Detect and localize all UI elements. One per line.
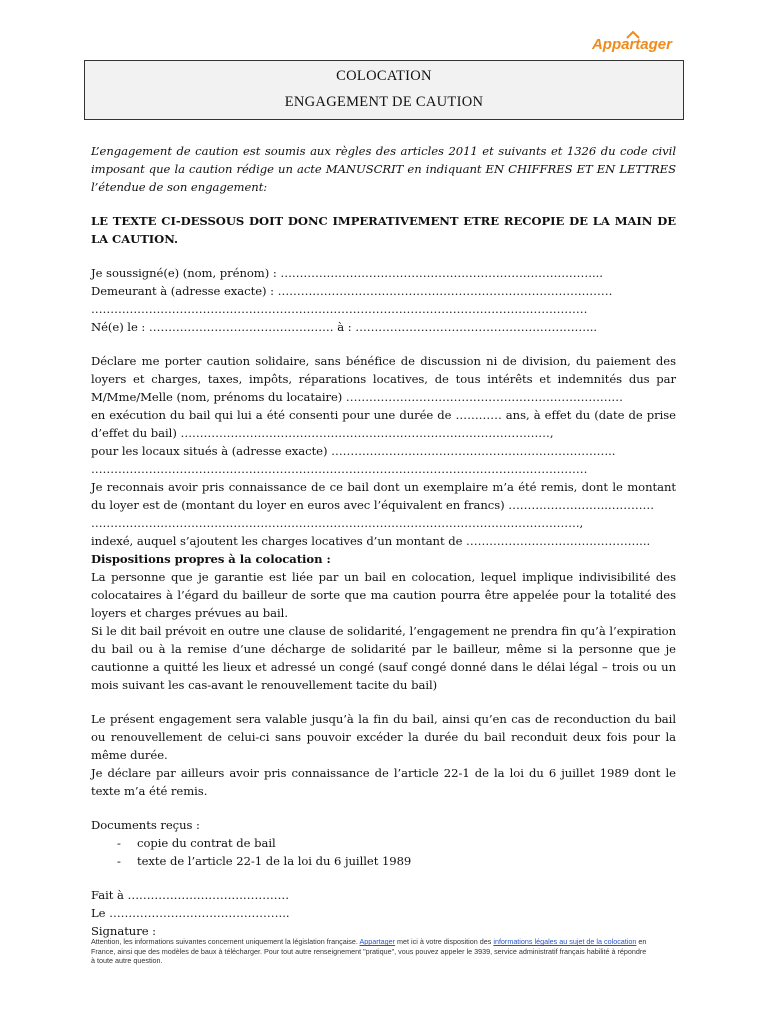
list-item: - copie du contrat de bail [91, 834, 676, 852]
validity-paragraph: Le présent engagement sera valable jusqu’à la fin du bail, ainsi qu’en cas de reconduction du bail ou renouvellement de celui-ci sans pouvoir excéder la durée du bail reconduit deux fois pour la même durée. [91, 712, 676, 762]
rent-amount-paragraph: Je reconnais avoir pris connaissance de ce bail dont un exemplaire m’a été remis, dont le montant du loyer est de (montant du loyer en euros avec l’équivalent en francs) ……………………..………… [91, 480, 676, 512]
identity-address-continued: ………………………………………………………………………………………………………………… [91, 302, 588, 316]
document-body [91, 142, 676, 940]
colocation-solidarity-paragraph: Si le dit bail prévoit en outre une clause de solidarité, l’engagement ne prendra fin qu’à l’expiration du bail ou à la remise d’une décharge de solidarité par le bailleur, même si la personne que je cautionne a quitté les lieux et adressé un congé (sauf congé donné dans le délai légal – trois ou un mois suivant les cas-avant le renouvellement tacite du bail) [91, 624, 676, 692]
signature-label: Signature : [91, 924, 157, 938]
colocation-heading: Dispositions propres à la colocation : [91, 552, 331, 566]
signature-date-line: Le ……………………………………….. [91, 906, 290, 920]
title-box [84, 60, 684, 120]
premises-address-line: pour les locaux situés à (adresse exacte) ……………………………………………………………….. [91, 444, 616, 458]
colocation-indivisibility-paragraph: La personne que je garantie est liée par un bail en colocation, lequel implique indivisibilité des colocataires à l’égard du bailleur de sorte que ma caution pourra être appelée pour la totalité des loyers et charges prévues au bail. [91, 570, 676, 620]
lease-duration-line: en exécution du bail qui lui a été consenti pour une durée de ………… ans, à effet du (date de prise d’effet du bail) ……………………………………………………………………………………, [91, 408, 676, 440]
documents-list [91, 834, 676, 870]
footer-text-end: en France, ainsi que des modèles de baux à télécharger. Pour tout autre renseignement "pratique", vous pouvez appeler le 3939, service administratif français habilité à répondre à toute autre question. [91, 937, 647, 965]
legal-info-link[interactable]: informations légales au sujet de la colocation [493, 937, 637, 946]
footer-text-start: Attention, les informations suivantes concernent uniquement la législation française. [91, 937, 360, 946]
identity-birth-line: Né(e) le : ………………………………………… à : ……………………………………………………... [91, 320, 598, 334]
list-item: - texte de l’article 22-1 de la loi du 6 juillet 1989 [91, 852, 676, 870]
warning-paragraph: LE TEXTE CI-DESSOUS DOIT DONC IMPERATIVEMENT ETRE RECOPIE DE LA MAIN DE LA CAUTION. [91, 214, 676, 246]
intro-paragraph: L’engagement de caution est soumis aux règles des articles 2011 et suivants et 1326 du code civil imposant que la caution rédige un acte MANUSCRIT en indiquant EN CHIFFRES ET EN LETTRES l’étendue de son engagement: [91, 144, 676, 194]
documents-heading: Documents reçus : [91, 818, 200, 832]
appartager-link[interactable]: Appartager [359, 937, 396, 946]
rent-amount-continued: ………………………………………………………………………………………………………………., [91, 516, 584, 530]
document-subtitle: ENGAGEMENT DE CAUTION [284, 94, 484, 110]
premises-address-continued: ………………………………………………………………………………………………………………… [91, 462, 588, 476]
law-acknowledgement-paragraph: Je déclare par ailleurs avoir pris connaissance de l’article 22-1 de la loi du 6 juillet 1989 dont le texte m’a été remis. [91, 766, 676, 798]
signature-place-line: Fait à …………………………………… [91, 888, 290, 902]
document-title: COLOCATION [336, 68, 432, 84]
declaration-paragraph: Déclare me porter caution solidaire, sans bénéfice de discussion ni de division, du paiement des loyers et charges, taxes, impôts, réparations locatives, de tous intérêts et indemnités dus par M/Mme/Melle (nom, prénoms du locataire) ……………………………………………………………… [91, 354, 676, 404]
appartager-logo[interactable]: Appartager [591, 36, 672, 53]
identity-name-line: Je soussigné(e) (nom, prénom) : ………………………………………………………………………... [91, 266, 603, 280]
identity-address-line: Demeurant à (adresse exacte) : …………………………………………………………………………… [91, 284, 613, 298]
charges-line: indexé, auquel s’ajoutent les charges locatives d’un montant de ………………………………………... [91, 534, 651, 548]
footer-text-middle: met ici à votre disposition des [395, 937, 494, 946]
footer-disclaimer [91, 937, 651, 966]
